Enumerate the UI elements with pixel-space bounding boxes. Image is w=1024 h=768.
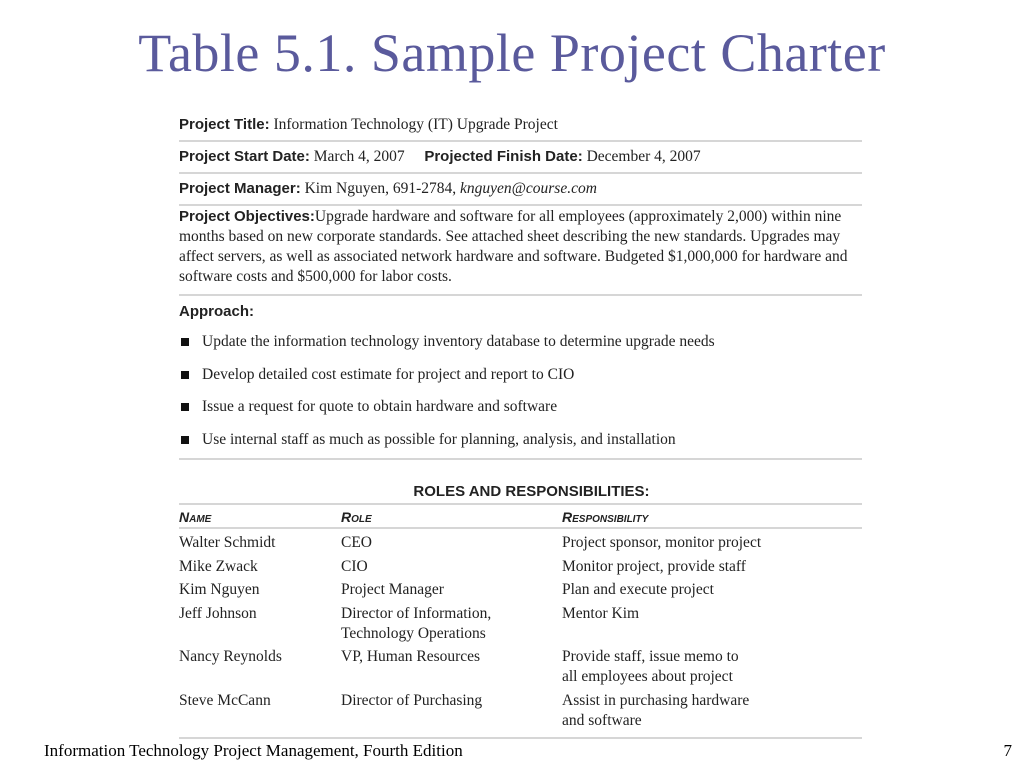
role-column-header: Role xyxy=(341,509,372,525)
table-row xyxy=(179,647,862,687)
table-row xyxy=(179,533,862,553)
start-date-value: March 4, 2007 xyxy=(313,148,405,165)
manager-value: Kim Nguyen, 691-2784, xyxy=(304,180,457,197)
table-row xyxy=(179,691,862,731)
role-cell: Director of Purchasing xyxy=(341,691,483,709)
approach-item xyxy=(179,424,862,457)
role-cell: CEO xyxy=(341,534,372,551)
square-bullet-icon xyxy=(181,436,189,444)
approach-label: Approach: xyxy=(179,303,254,320)
project-charter-table xyxy=(179,110,862,739)
responsibility-cell: Plan and execute project xyxy=(562,581,714,598)
responsibility-cell: Project sponsor, monitor project xyxy=(562,534,762,551)
table-row xyxy=(179,557,862,577)
responsibility-cell: Mentor Kim xyxy=(562,604,640,622)
role-cell: CIO xyxy=(341,557,368,575)
name-cell: Nancy Reynolds xyxy=(179,648,282,665)
approach-item xyxy=(179,391,862,424)
name-column-header: Name xyxy=(179,509,212,525)
approach-item xyxy=(179,359,862,392)
role-cell: Project Manager xyxy=(341,581,444,598)
square-bullet-icon xyxy=(181,338,189,346)
responsibility-cell: Assist in purchasing hardware and software xyxy=(562,691,750,729)
square-bullet-icon xyxy=(181,403,189,411)
roles-title: ROLES AND RESPONSIBILITIES: xyxy=(179,482,862,505)
role-cell: VP, Human Resources xyxy=(341,648,481,665)
finish-date-value: December 4, 2007 xyxy=(586,148,701,165)
approach-item-text: Use internal staff as much as possible for planning, analysis, and installation xyxy=(202,430,676,448)
project-title-row xyxy=(179,110,862,142)
approach-item-text: Develop detailed cost estimate for project and report to CIO xyxy=(202,365,575,383)
table-row xyxy=(179,604,862,644)
finish-date-label: Projected Finish Date: xyxy=(424,148,583,165)
table-row xyxy=(179,580,862,600)
project-manager-row xyxy=(179,174,862,206)
start-date-label: Project Start Date: xyxy=(179,148,310,165)
page-number: 7 xyxy=(1003,741,1012,760)
approach-section xyxy=(179,296,862,460)
name-cell: Kim Nguyen xyxy=(179,581,260,598)
responsibility-column-header: Responsibility xyxy=(562,509,649,525)
name-cell: Jeff Johnson xyxy=(179,604,257,622)
approach-item xyxy=(179,326,862,359)
approach-item-text: Update the information technology inventory database to determine upgrade needs xyxy=(202,333,715,350)
manager-label: Project Manager: xyxy=(179,180,301,197)
name-cell: Steve McCann xyxy=(179,691,271,709)
responsibility-cell: Provide staff, issue memo to all employees about project xyxy=(562,648,739,685)
project-objectives-row xyxy=(179,206,862,296)
project-title-value: Information Technology (IT) Upgrade Project xyxy=(273,116,558,133)
name-cell: Mike Zwack xyxy=(179,557,258,575)
role-cell: Director of Information, Technology Operations xyxy=(341,604,492,642)
name-cell: Walter Schmidt xyxy=(179,534,276,551)
footer-book-title: Information Technology Project Management, Fourth Edition xyxy=(44,741,463,760)
approach-item-text: Issue a request for quote to obtain hardware and software xyxy=(202,398,558,415)
square-bullet-icon xyxy=(181,371,189,379)
responsibility-cell: Monitor project, provide staff xyxy=(562,557,746,575)
objectives-text: Upgrade hardware and software for all employees (approximately 2,000) within nine months based on new corporate standards. See attached sheet describing the new standards. Upgrades may affect servers, as well as associated network hardware and software. Budgeted $1,000,000 for hardware and software costs and $500,000 for labor costs. xyxy=(179,208,848,285)
project-dates-row xyxy=(179,142,862,174)
slide-title: Table 5.1. Sample Project Charter xyxy=(138,23,886,83)
project-title-label: Project Title: xyxy=(179,116,270,133)
manager-email: knguyen@course.com xyxy=(460,180,597,197)
roles-header-row xyxy=(179,505,862,529)
objectives-label: Project Objectives: xyxy=(179,208,315,225)
roles-table-body xyxy=(179,529,862,739)
